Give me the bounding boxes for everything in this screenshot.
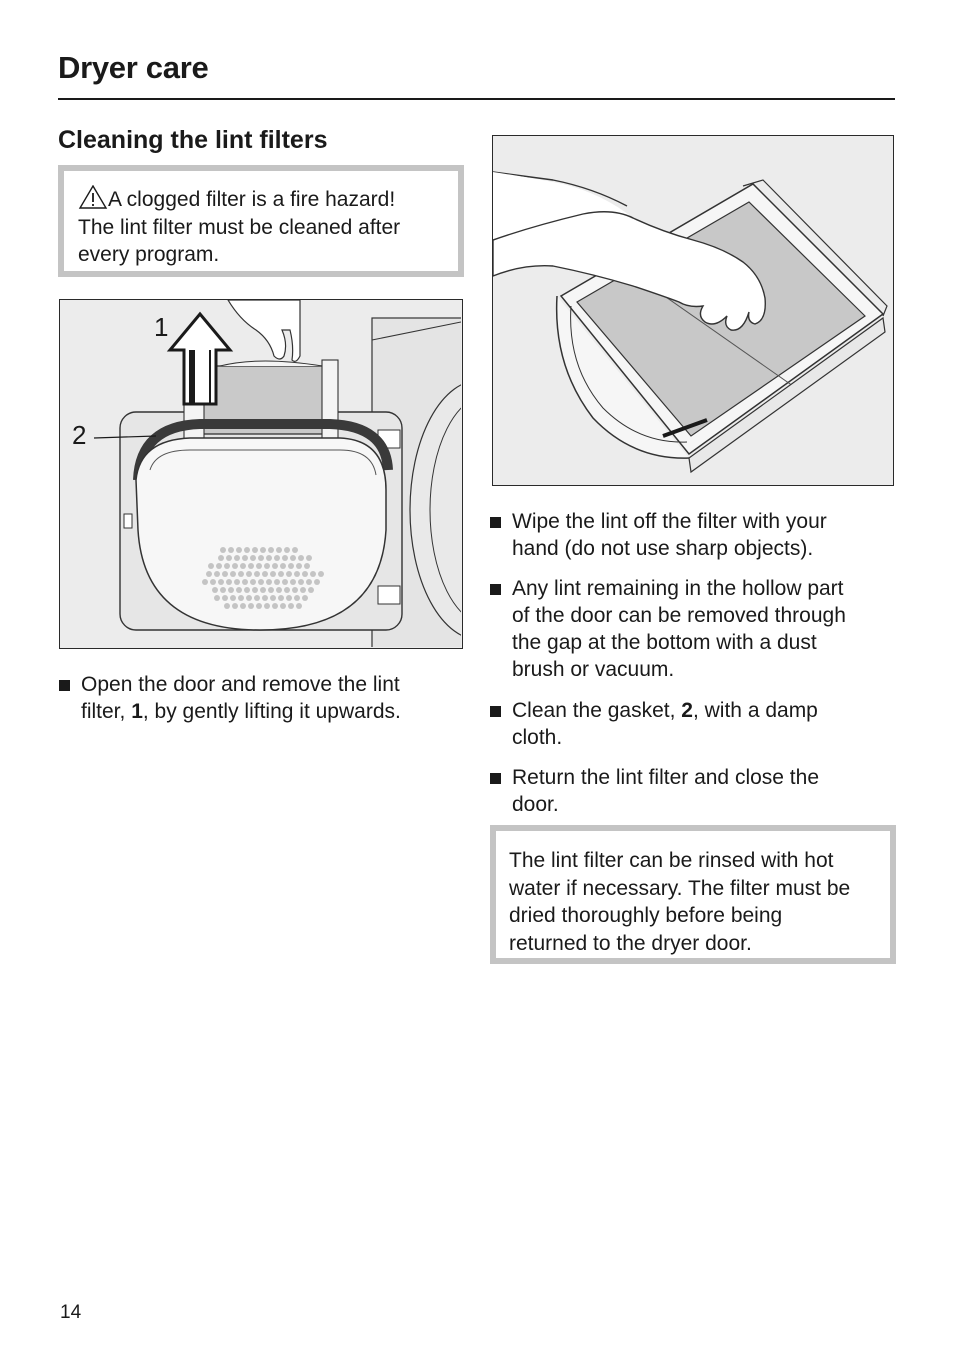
- vent-dot: [236, 547, 242, 553]
- step-text-line-1: Open the door and remove the lint: [81, 673, 400, 696]
- vent-dot: [252, 547, 258, 553]
- vent-dot: [218, 555, 224, 561]
- warning-triangle-icon: [78, 185, 108, 209]
- vent-dot: [302, 595, 308, 601]
- filter-wiping-illustration: [493, 136, 892, 484]
- vent-dot: [238, 595, 244, 601]
- vent-dot: [236, 587, 242, 593]
- vent-dot: [288, 563, 294, 569]
- warning-line-1: [78, 185, 446, 214]
- vent-dot: [318, 571, 324, 577]
- vent-dot: [310, 571, 316, 577]
- vent-dot: [258, 579, 264, 585]
- vent-dot: [238, 571, 244, 577]
- vent-dot: [266, 555, 272, 561]
- step-text-line-1: Any lint remaining in the hollow part: [512, 577, 844, 600]
- vent-dot: [298, 579, 304, 585]
- vent-dot: [214, 595, 220, 601]
- vent-dot: [242, 555, 248, 561]
- vent-dot: [250, 555, 256, 561]
- vent-dot: [210, 579, 216, 585]
- bullet-square: [490, 584, 501, 595]
- step-text-line-1: Return the lint filter and close the: [512, 766, 820, 789]
- vent-dot: [224, 563, 230, 569]
- vent-dot: [298, 555, 304, 561]
- warning-text-line-1: A clogged filter is a fire hazard!: [108, 188, 396, 211]
- callout-2: 2: [72, 420, 87, 450]
- vent-dot: [214, 571, 220, 577]
- vent-dot: [246, 595, 252, 601]
- section-title: Cleaning the lint filters: [58, 126, 328, 154]
- vent-dot: [250, 579, 256, 585]
- vent-dot: [288, 603, 294, 609]
- vent-dot: [286, 571, 292, 577]
- vent-dot: [266, 579, 272, 585]
- vent-dot: [296, 603, 302, 609]
- vent-dot: [282, 555, 288, 561]
- step-text-line-2: filter, 1, by gently lifting it upwards.: [81, 700, 401, 723]
- vent-dot: [264, 603, 270, 609]
- vent-dot: [226, 579, 232, 585]
- vent-dot: [228, 547, 234, 553]
- step-text-line-2: door.: [512, 793, 559, 816]
- note-text-line-1: The lint filter can be rinsed with hot: [509, 849, 834, 872]
- vent-dot: [222, 571, 228, 577]
- vent-dot: [290, 579, 296, 585]
- vent-dot: [230, 595, 236, 601]
- vent-dot: [302, 571, 308, 577]
- vent-dot: [258, 555, 264, 561]
- vent-dot: [230, 571, 236, 577]
- note-text-line-3: dried thoroughly before being: [509, 904, 783, 927]
- vent-dot: [274, 579, 280, 585]
- vent-dot: [260, 587, 266, 593]
- vent-dot: [280, 603, 286, 609]
- step-text-line-2: hand (do not use sharp objects).: [512, 537, 814, 560]
- vent-dot: [264, 563, 270, 569]
- vent-dot: [292, 587, 298, 593]
- vent-dot: [282, 579, 288, 585]
- vent-dot: [284, 587, 290, 593]
- vent-dot: [294, 595, 300, 601]
- step-text-line-2: cloth.: [512, 726, 563, 749]
- bullet-square: [490, 517, 501, 528]
- vent-dot: [240, 603, 246, 609]
- vent-dot: [222, 595, 228, 601]
- step-text-line-1: Wipe the lint off the filter with your: [512, 510, 827, 533]
- vent-dot: [268, 547, 274, 553]
- vent-dot: [256, 603, 262, 609]
- vent-dot: [280, 563, 286, 569]
- step-text-line-4: brush or vacuum.: [512, 658, 675, 681]
- bullet-square: [59, 680, 70, 691]
- vent-dot: [306, 579, 312, 585]
- vent-dot: [252, 587, 258, 593]
- vent-dot: [284, 547, 290, 553]
- vent-dot: [270, 571, 276, 577]
- vent-dot: [278, 595, 284, 601]
- vent-dot: [242, 579, 248, 585]
- vent-dot: [224, 603, 230, 609]
- vent-dot: [308, 587, 314, 593]
- vent-dot: [286, 595, 292, 601]
- vent-dot: [228, 587, 234, 593]
- step-text-line-1: Clean the gasket, 2, with a damp: [512, 699, 818, 722]
- note-box: [490, 825, 896, 964]
- vent-dot: [248, 603, 254, 609]
- note-text-line-4: returned to the dryer door.: [509, 931, 752, 955]
- vent-dot: [202, 579, 208, 585]
- page-number: 14: [60, 1302, 82, 1323]
- vent-dot: [218, 579, 224, 585]
- vent-dot: [274, 555, 280, 561]
- vent-dot: [206, 571, 212, 577]
- dryer-door-illustration: [60, 300, 461, 647]
- vent-dot: [220, 547, 226, 553]
- vent-dot: [232, 603, 238, 609]
- vent-dot: [272, 603, 278, 609]
- vent-dot: [300, 587, 306, 593]
- vent-dot: [294, 571, 300, 577]
- warning-text-line-3: every program.: [78, 243, 220, 266]
- vent-dot: [212, 587, 218, 593]
- bullet-square: [490, 706, 501, 717]
- title-divider: [58, 98, 895, 100]
- vent-dot: [216, 563, 222, 569]
- vent-dot: [220, 587, 226, 593]
- vent-dot: [306, 555, 312, 561]
- vent-dot: [244, 587, 250, 593]
- vent-dot: [234, 579, 240, 585]
- vent-dot: [244, 547, 250, 553]
- vent-dot: [234, 555, 240, 561]
- vent-dot: [254, 595, 260, 601]
- figure-wipe-lint-filter: [492, 135, 894, 486]
- vent-dot: [290, 555, 296, 561]
- warning-text-line-2: The lint filter must be cleaned after: [78, 215, 401, 239]
- vent-dot: [208, 563, 214, 569]
- note-text-line-2: water if necessary. The filter must be: [509, 876, 851, 900]
- vent-dot: [292, 547, 298, 553]
- vent-dot: [262, 571, 268, 577]
- vent-dot: [226, 555, 232, 561]
- vent-dot: [262, 595, 268, 601]
- vent-dot: [260, 547, 266, 553]
- vent-dot: [270, 595, 276, 601]
- warning-box: [58, 165, 464, 277]
- bullet-square: [490, 773, 501, 784]
- vent-dot: [278, 571, 284, 577]
- vent-dot: [304, 563, 310, 569]
- callout-1: 1: [154, 312, 169, 342]
- vent-dot: [272, 563, 278, 569]
- vent-dot: [268, 587, 274, 593]
- page-title: Dryer care: [58, 50, 209, 85]
- vent-dot: [232, 563, 238, 569]
- step-text-line-2: of the door can be removed through: [512, 604, 846, 627]
- step-text-line-3: the gap at the bottom with a dust: [512, 631, 817, 654]
- vent-dot: [248, 563, 254, 569]
- vent-dot: [314, 579, 320, 585]
- vent-dot: [256, 563, 262, 569]
- vent-dot: [246, 571, 252, 577]
- figure-remove-lint-filter: [59, 299, 463, 649]
- vent-dot: [296, 563, 302, 569]
- vent-dot: [276, 587, 282, 593]
- vent-dot: [276, 547, 282, 553]
- vent-dot: [240, 563, 246, 569]
- vent-dot: [254, 571, 260, 577]
